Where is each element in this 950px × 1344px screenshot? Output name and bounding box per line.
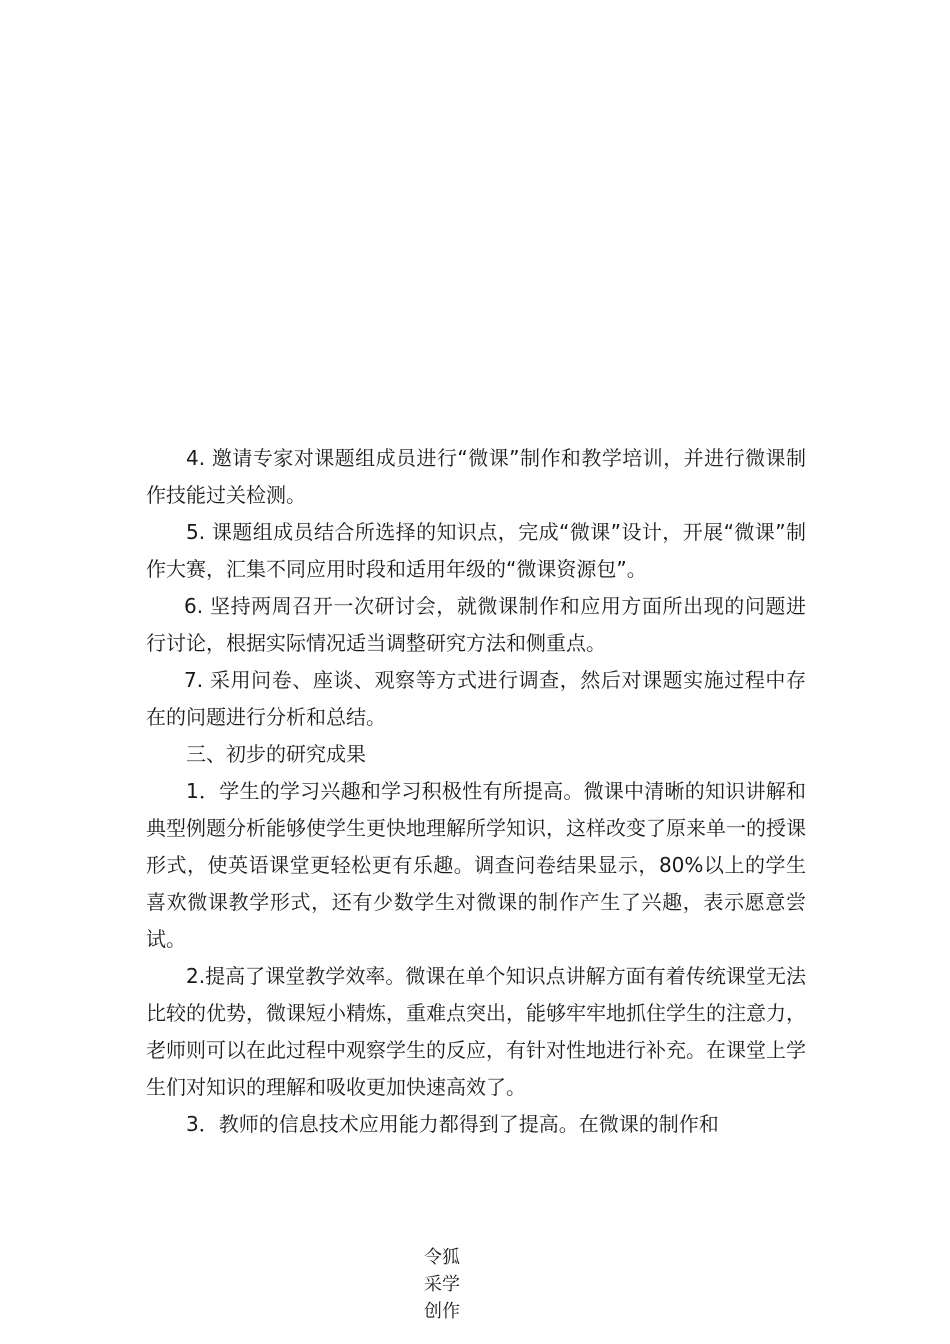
footer-line-1: 令狐 bbox=[424, 1247, 460, 1268]
paragraph-item-7: 7. 采用问卷、座谈、观察等方式进行调查，然后对课题实施过程中存在的问题进行分析和总结。 bbox=[146, 668, 806, 729]
section-heading: 三、初步的研究成果 bbox=[186, 742, 366, 766]
result-paragraph-2: 2.提高了课堂教学效率。微课在单个知识点讲解方面有着传统课堂无法比较的优势，微课短小精炼，重难点突出，能够牢牢地抓住学生的注意力，老师则可以在此过程中观察学生的反应，有针对性地进行补充。在课堂上学生们对知识的理解和吸收更加快速高效了。 bbox=[146, 964, 806, 1099]
paragraph-item-6: 6. 坚持两周召开一次研讨会，就微课制作和应用方面所出现的问题进行讨论，根据实际情况适当调整研究方法和侧重点。 bbox=[146, 594, 806, 655]
result-paragraph-1: 1．学生的学习兴趣和学习积极性有所提高。微课中清晰的知识讲解和典型例题分析能够使学生更快地理解所学知识，这样改变了原来单一的授课形式，使英语课堂更轻松更有乐趣。调查问卷结果显示，80%以上的学生喜欢微课教学形式，还有少数学生对微课的制作产生了兴趣，表示愿意尝试。 bbox=[146, 779, 806, 951]
footer-line-2: 采学 bbox=[424, 1274, 460, 1295]
document-body bbox=[146, 440, 806, 1143]
footer-line-3: 创作 bbox=[424, 1301, 460, 1322]
result-paragraph-3: 3．教师的信息技术应用能力都得到了提高。在微课的制作和 bbox=[186, 1112, 719, 1136]
paragraph-item-5: 5. 课题组成员结合所选择的知识点，完成“微课”设计，开展“微课”制作大赛，汇集不同应用时段和适用年级的“微课资源包”。 bbox=[146, 520, 806, 581]
page-footer bbox=[424, 1244, 464, 1325]
paragraph-item-4: 4. 邀请专家对课题组成员进行“微课”制作和教学培训，并进行微课制作技能过关检测。 bbox=[146, 446, 806, 507]
